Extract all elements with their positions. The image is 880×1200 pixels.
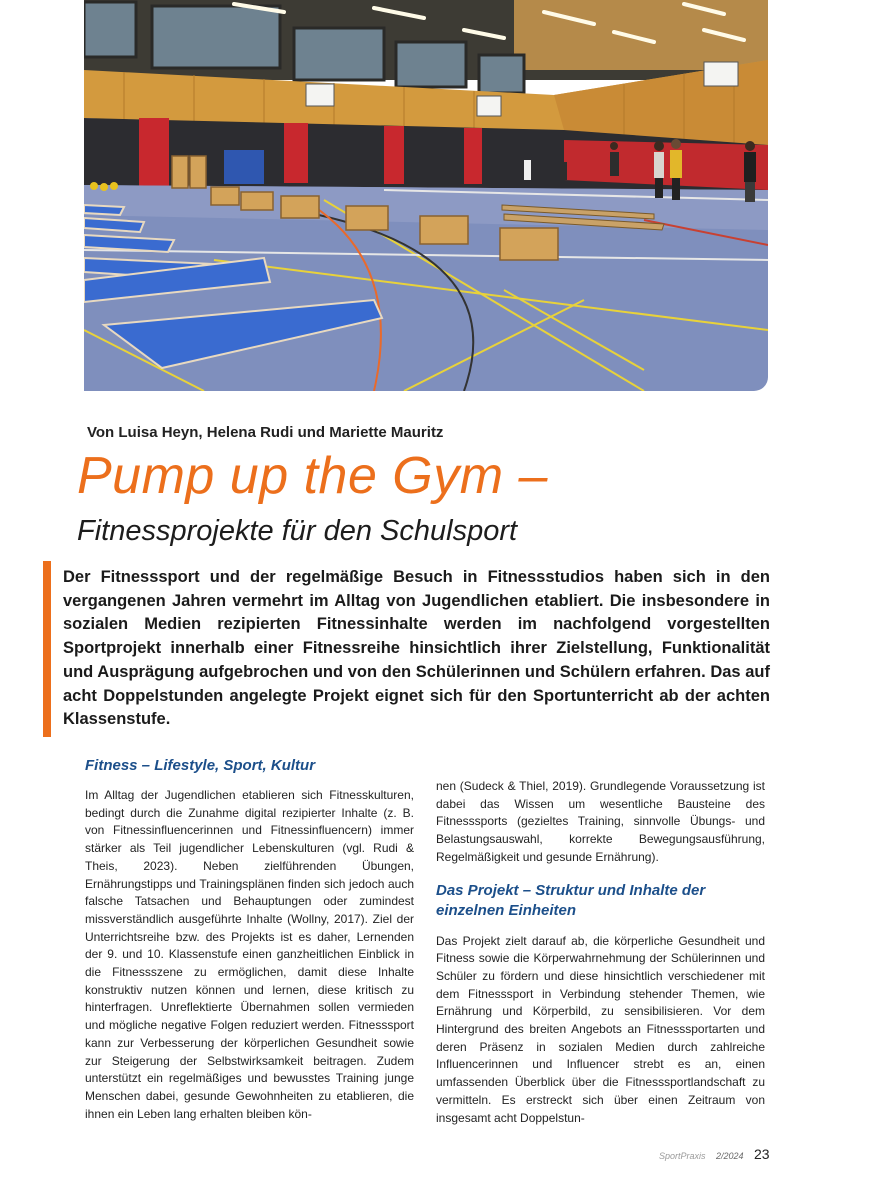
article-subtitle: Fitnessprojekte für den Schulsport bbox=[77, 515, 518, 547]
section-heading-fitness: Fitness – Lifestyle, Sport, Kultur bbox=[85, 757, 316, 774]
page-number: 23 bbox=[753, 1146, 770, 1162]
lead-paragraph: Der Fitnesssport und der regelmäßige Besuch in Fitnessstudios haben sich in den vergangenen Jahren vermehrt im Alltag von Jugendlichen etabliert. Die insbesondere in sozialen Medien rezipierten Fitnessinhalte werden im nachfolgend vorgestellten Sportprojekt innerhalb einer Fitnessreihe hinsichtlich ihrer Zielstellung, Funktionalität und Ausprägung aufgebrochen und von den Schülerinnen und Schülern erfahren. Das auf acht Doppelstunden angelegte Projekt eignet sich für den Sportunterricht ab der achten Klassenstufe. bbox=[63, 568, 770, 729]
page-footer bbox=[659, 1146, 770, 1164]
byline: Von Luisa Heyn, Helena Rudi und Mariette Mauritz bbox=[87, 424, 444, 441]
section-heading-projekt: Das Projekt – Struktur und Inhalte der einzelnen Einheiten bbox=[436, 881, 706, 919]
issue-number: 2/2024 bbox=[715, 1151, 744, 1161]
right-column bbox=[436, 778, 765, 1127]
article-title: Pump up the Gym – bbox=[77, 447, 548, 505]
gym-photo bbox=[84, 0, 768, 391]
section-body-fitness: Im Alltag der Jugendlichen etablieren sich Fitnesskulturen, bedingt durch die Zunahme digital rezipierter Inhalte (z. B. von Fitnessinfluencerinnen und Fitnessinfluencern) immer stärker als Teil jugendlicher Lebenskulturen (vgl. Rudi & Theis, 2023). Neben zielführenden Übungen, Ernährungstipps und Trainingsplänen finden sich jedoch auch falsche Tatsachen und Behauptungen oder zumindest missverständlich ausgeführte Inhalte (Wollny, 2017). Ziel der Unterrichtsreihe bzw. des Projekts ist es daher, Lernenden der 9. und 10. Klassenstufe einen ganzheitlichen Einblick in die Fitnessszene zu ermöglichen, damit diese Inhalte konstruktiv nutzen können und lernen, diese kritisch zu hinterfragen. Unreflektierte Übernahmen sollen vermieden und mögliche negative Folgen reduziert werden. Fitnesssport kann zur Verbesserung der körperlichen Gesundheit sowie zur Steigerung der Selbstwirksamkeit beitragen. Zudem unterstützt ein regelmäßiges und bewusstes Training junge Menschen dabei, gesunde Gewohnheiten zu etablieren, die ihnen ein Leben lang erhalten bleiben kön- bbox=[85, 788, 414, 1121]
magazine-name: SportPraxis bbox=[659, 1151, 706, 1161]
lead-accent-bar bbox=[43, 561, 51, 737]
section-body-fitness-continued: nen (Sudeck & Thiel, 2019). Grundlegende Voraussetzung ist dabei das Wissen um wesentliche Bausteine des Fitnesssports (gezieltes Training, sinnvolle Übungs- und Belastungsauswahl, korrekte Bewegungsausführung, Regelmäßigkeit und gesunde Ernährung). bbox=[436, 779, 765, 864]
left-column bbox=[85, 756, 414, 1123]
section-body-projekt: Das Projekt zielt darauf ab, die körperliche Gesundheit und Fitness sowie die Körperwahrnehmung der Schülerinnen und Schüler zu fördern und diese hinsichtlich verschiedener mit dem Fitnesssport in Verbindung stehender Themen, wie Ernährung und Körperbild, zu sensibilisieren. Vor dem Hintergrund des breiten Angebots an Fitnesssportarten und deren Präsenz in sozialen Medien durch zahlreiche Influencerinnen und Influencer strebt es an, einen umfassenden Überblick über die Fitnesssportlandschaft zu vermitteln. Es erstreckt sich über einen Zeitraum von insgesamt acht Doppelstun- bbox=[436, 933, 765, 1125]
